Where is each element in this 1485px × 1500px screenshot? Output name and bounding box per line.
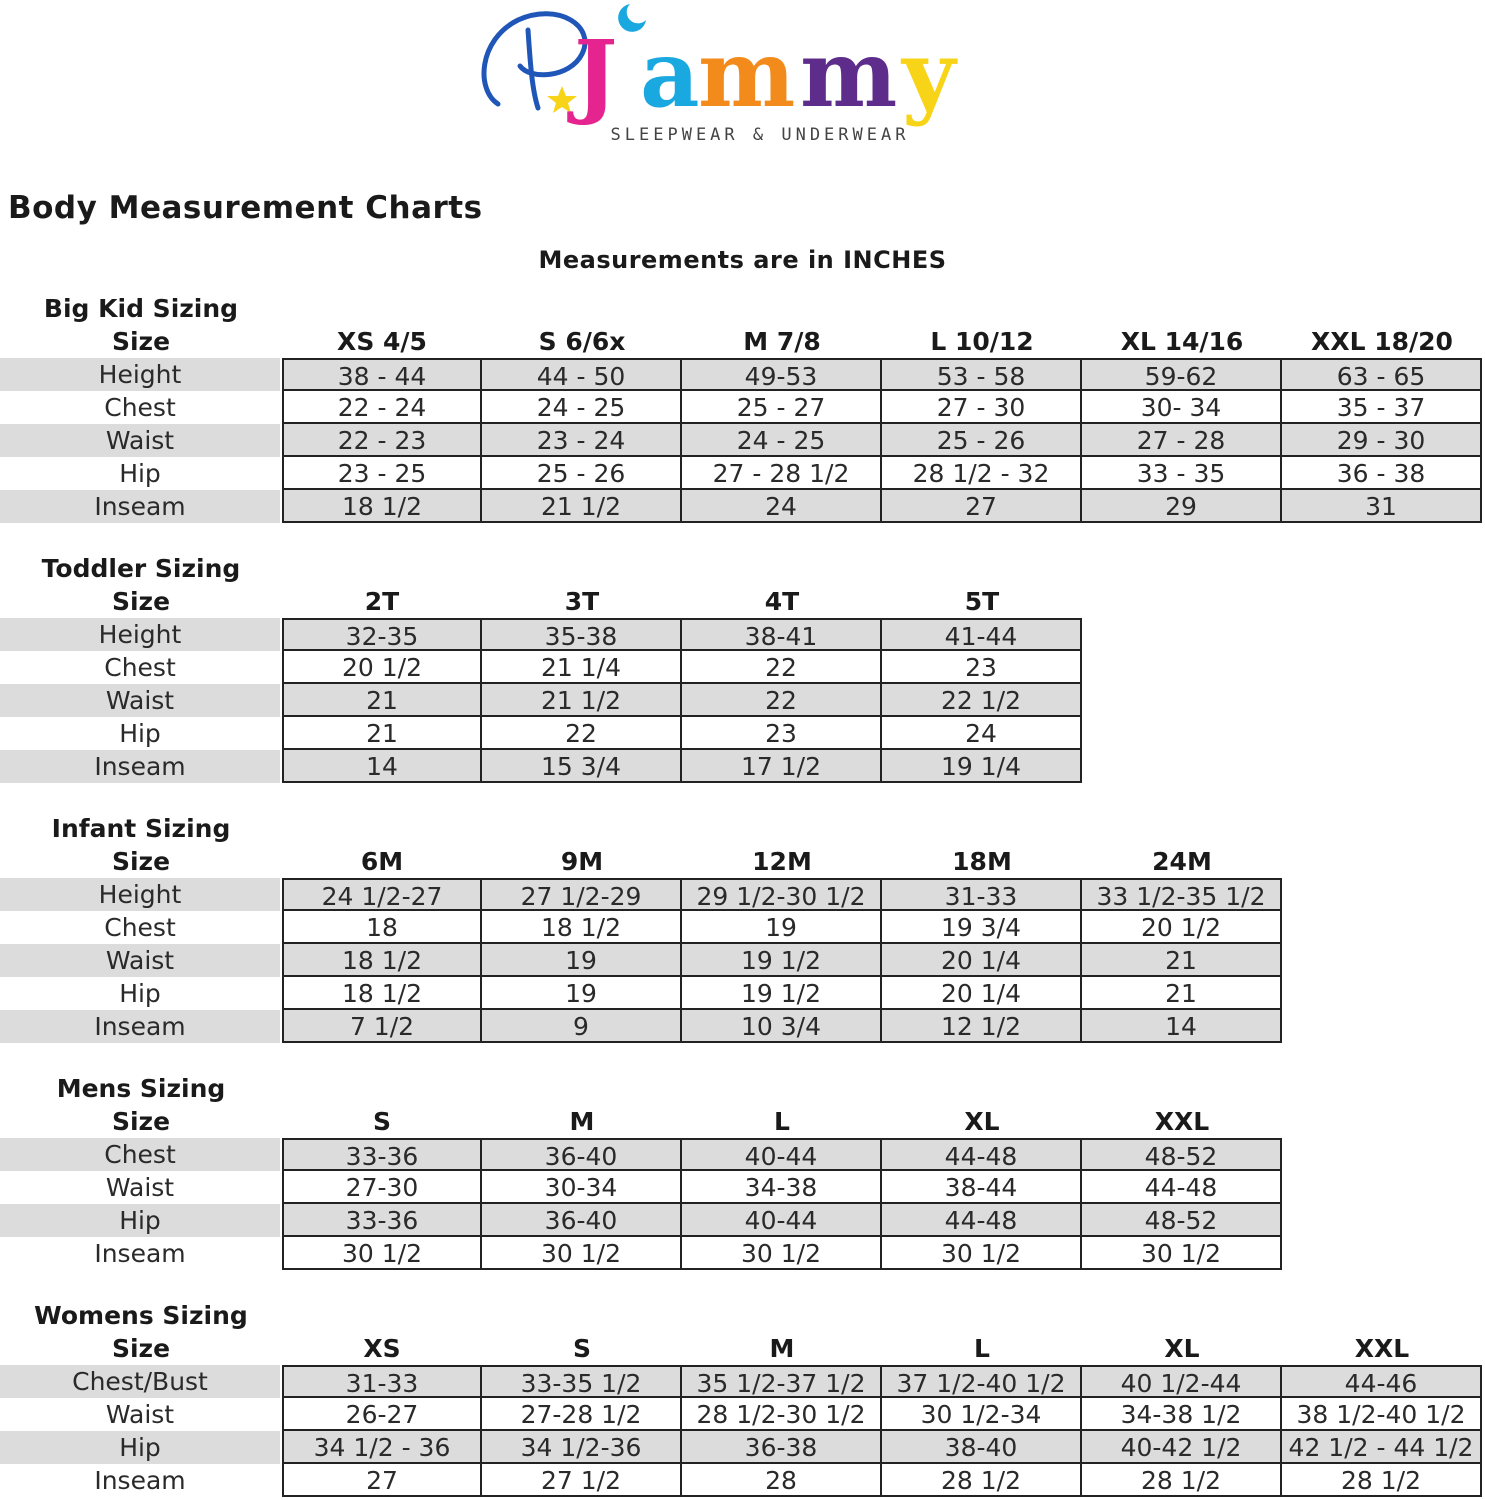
logo-letter-j: J [574, 20, 618, 128]
table-row [0, 651, 1082, 684]
section-title: Mens Sizing [56, 1074, 226, 1103]
table-cell: 44-48 [1082, 1171, 1282, 1204]
table-cell: 29 1/2-30 1/2 [682, 878, 882, 911]
table-cell: 33 - 35 [1082, 457, 1282, 490]
table-cell: 30 1/2 [282, 1237, 482, 1270]
table-cell: 33-36 [282, 1204, 482, 1237]
table-cell: 19 1/4 [882, 750, 1082, 783]
table-cell: 24 [882, 717, 1082, 750]
table-cell: 27 - 28 1/2 [682, 457, 882, 490]
row-label: Height [0, 618, 280, 651]
size-column-header: XXL [1154, 1107, 1210, 1136]
size-column-header: L 10/12 [930, 327, 1034, 356]
table-cell: 44-48 [882, 1138, 1082, 1171]
size-column-header: 18M [952, 847, 1012, 876]
table-row [0, 1138, 1282, 1171]
row-label: Waist [0, 944, 280, 977]
table-cell: 22 1/2 [882, 684, 1082, 717]
size-column-header: L [774, 1107, 790, 1136]
table-cell: 38 1/2-40 1/2 [1282, 1398, 1482, 1431]
size-column-header: 3T [564, 587, 600, 616]
row-label: Inseam [0, 750, 280, 783]
table-cell: 31 [1282, 490, 1482, 523]
table-cell: 36 - 38 [1282, 457, 1482, 490]
size-column-header: S [372, 1107, 391, 1136]
table-cell: 22 [682, 651, 882, 684]
size-column-header: 5T [964, 587, 1000, 616]
table-cell: 24 [682, 490, 882, 523]
table-cell: 37 1/2-40 1/2 [882, 1365, 1082, 1398]
size-label: Size [111, 587, 171, 616]
row-label: Chest [104, 913, 176, 942]
table-row [0, 618, 1082, 651]
size-label: Size [111, 847, 171, 876]
row-label: Height [0, 358, 280, 391]
table-cell: 21 [282, 717, 482, 750]
table-cell: 35-38 [482, 618, 682, 651]
size-column-header: 9M [560, 847, 604, 876]
table-cell: 38-40 [882, 1431, 1082, 1464]
table-cell: 26-27 [282, 1398, 482, 1431]
table-cell: 19 1/2 [682, 944, 882, 977]
table-cell: 31-33 [282, 1365, 482, 1398]
table-cell: 27 [282, 1464, 482, 1497]
row-label: Inseam [94, 1466, 186, 1495]
table-row [0, 1010, 1282, 1043]
row-label: Hip [0, 1431, 280, 1464]
table-cell: 33 1/2-35 1/2 [1082, 878, 1282, 911]
table-cell: 44 - 50 [482, 358, 682, 391]
row-label: Hip [119, 459, 161, 488]
table-cell: 20 1/4 [882, 944, 1082, 977]
row-label: Chest [104, 393, 176, 422]
section-title: Toddler Sizing [41, 554, 241, 583]
table-cell: 22 - 23 [282, 424, 482, 457]
table-cell: 19 [482, 944, 682, 977]
table-cell: 59-62 [1082, 358, 1282, 391]
table-row [0, 424, 1482, 457]
size-column-header: XL [1164, 1334, 1200, 1363]
logo-letter-a: a [640, 20, 700, 128]
table-cell: 25 - 26 [882, 424, 1082, 457]
table-cell: 24 - 25 [682, 424, 882, 457]
table-cell: 33-35 1/2 [482, 1365, 682, 1398]
table-cell: 33-36 [282, 1138, 482, 1171]
table-cell: 20 1/4 [882, 977, 1082, 1010]
size-label: Size [111, 1107, 171, 1136]
units-note: Measurements are in INCHES [538, 246, 947, 274]
table-cell: 20 1/2 [282, 651, 482, 684]
size-column-header: 24M [1152, 847, 1212, 876]
size-column-header: XS [363, 1334, 401, 1363]
header-row [0, 585, 1082, 618]
size-column-header: XS 4/5 [337, 327, 427, 356]
table-row [0, 1204, 1282, 1237]
table-row [0, 490, 1482, 523]
table-cell: 18 [282, 911, 482, 944]
table-cell: 22 - 24 [282, 391, 482, 424]
size-column-header: M [569, 1107, 595, 1136]
table-cell: 44-48 [882, 1204, 1082, 1237]
size-column-header: XXL 18/20 [1311, 327, 1453, 356]
table-cell: 23 [682, 717, 882, 750]
table-cell: 9 [482, 1010, 682, 1043]
section-title: Big Kid Sizing [43, 294, 239, 323]
row-label: Chest [104, 653, 176, 682]
page-title: Body Measurement Charts [8, 190, 483, 226]
table-cell: 27 1/2 [482, 1464, 682, 1497]
table-cell: 35 - 37 [1282, 391, 1482, 424]
table-cell: 53 - 58 [882, 358, 1082, 391]
table-cell: 19 [482, 977, 682, 1010]
table-cell: 41-44 [882, 618, 1082, 651]
table-row [0, 1171, 1282, 1204]
table-cell: 42 1/2 - 44 1/2 [1282, 1431, 1482, 1464]
table-cell: 48-52 [1082, 1204, 1282, 1237]
table-cell: 29 [1082, 490, 1282, 523]
table-cell: 34-38 1/2 [1082, 1398, 1282, 1431]
table-cell: 27 [882, 490, 1082, 523]
table-cell: 49-53 [682, 358, 882, 391]
table-cell: 18 1/2 [282, 977, 482, 1010]
row-label: Inseam [0, 1010, 280, 1043]
table-cell: 21 1/4 [482, 651, 682, 684]
table-cell: 28 [682, 1464, 882, 1497]
table-cell: 7 1/2 [282, 1010, 482, 1043]
table-cell: 36-40 [482, 1204, 682, 1237]
table-cell: 40-44 [682, 1204, 882, 1237]
table-row [0, 457, 1482, 490]
table-cell: 22 [482, 717, 682, 750]
table-cell: 34-38 [682, 1171, 882, 1204]
row-label: Hip [119, 979, 161, 1008]
size-column-header: M 7/8 [743, 327, 821, 356]
row-label: Chest/Bust [0, 1365, 280, 1398]
size-column-header: 2T [364, 587, 400, 616]
table-row [0, 358, 1482, 391]
table-cell: 48-52 [1082, 1138, 1282, 1171]
table-cell: 30 1/2 [882, 1237, 1082, 1270]
row-label: Waist [105, 1400, 175, 1429]
table-cell: 14 [1082, 1010, 1282, 1043]
table-cell: 20 1/2 [1082, 911, 1282, 944]
table-row [0, 911, 1282, 944]
table-cell: 28 1/2 [882, 1464, 1082, 1497]
table-row [0, 977, 1282, 1010]
table-row [0, 1431, 1482, 1464]
table-cell: 30 1/2-34 [882, 1398, 1082, 1431]
star-icon [547, 86, 577, 113]
section-title: Womens Sizing [34, 1301, 248, 1330]
table-row [0, 750, 1082, 783]
table-cell: 24 1/2-27 [282, 878, 482, 911]
size-column-header: S 6/6x [538, 327, 626, 356]
table-row [0, 1398, 1482, 1431]
table-cell: 34 1/2 - 36 [282, 1431, 482, 1464]
table-cell: 30 1/2 [682, 1237, 882, 1270]
size-column-header: L [974, 1334, 990, 1363]
table-cell: 18 1/2 [482, 911, 682, 944]
table-cell: 24 - 25 [482, 391, 682, 424]
table-cell: 25 - 26 [482, 457, 682, 490]
table-cell: 30 1/2 [482, 1237, 682, 1270]
table-cell: 14 [282, 750, 482, 783]
table-cell: 30-34 [482, 1171, 682, 1204]
pjammy-logo [470, 0, 1030, 160]
table-row [0, 944, 1282, 977]
row-label: Chest [0, 1138, 280, 1171]
table-cell: 28 1/2 [1282, 1464, 1482, 1497]
size-column-header: XL [964, 1107, 1000, 1136]
table-row [0, 1464, 1482, 1497]
table-cell: 36-40 [482, 1138, 682, 1171]
table-row [0, 391, 1482, 424]
size-column-header: 4T [764, 587, 800, 616]
table-cell: 23 - 25 [282, 457, 482, 490]
table-cell: 18 1/2 [282, 944, 482, 977]
table-cell: 30 1/2 [1082, 1237, 1282, 1270]
table-cell: 40-42 1/2 [1082, 1431, 1282, 1464]
size-label: Size [111, 327, 171, 356]
table-row [0, 1237, 1282, 1270]
table-cell: 31-33 [882, 878, 1082, 911]
table-cell: 27-30 [282, 1171, 482, 1204]
row-label: Inseam [94, 1239, 186, 1268]
table-cell: 35 1/2-37 1/2 [682, 1365, 882, 1398]
table-cell: 38-41 [682, 618, 882, 651]
table-row [0, 684, 1082, 717]
size-column-header: S [572, 1334, 591, 1363]
table-cell: 27 - 30 [882, 391, 1082, 424]
table-cell: 23 [882, 651, 1082, 684]
table-cell: 44-46 [1282, 1365, 1482, 1398]
table-row [0, 1365, 1482, 1398]
table-cell: 40-44 [682, 1138, 882, 1171]
section-title: Infant Sizing [51, 814, 231, 843]
table-cell: 28 1/2-30 1/2 [682, 1398, 882, 1431]
row-label: Hip [119, 719, 161, 748]
table-cell: 34 1/2-36 [482, 1431, 682, 1464]
table-row [0, 717, 1082, 750]
table-cell: 10 3/4 [682, 1010, 882, 1043]
row-label: Height [0, 878, 280, 911]
table-cell: 19 1/2 [682, 977, 882, 1010]
row-label: Waist [0, 424, 280, 457]
size-column-header: M [769, 1334, 795, 1363]
table-cell: 21 1/2 [482, 684, 682, 717]
row-label: Hip [0, 1204, 280, 1237]
table-cell: 15 3/4 [482, 750, 682, 783]
logo-tagline: SLEEPWEAR & UNDERWEAR [610, 125, 910, 145]
logo-p-stem [528, 30, 538, 108]
table-cell: 29 - 30 [1282, 424, 1482, 457]
table-cell: 27 1/2-29 [482, 878, 682, 911]
logo-letter-m1: m [698, 20, 796, 128]
header-row [0, 325, 1482, 358]
header-row [0, 1332, 1482, 1365]
table-cell: 23 - 24 [482, 424, 682, 457]
size-label: Size [111, 1334, 171, 1363]
table-cell: 21 [1082, 944, 1282, 977]
row-label: Inseam [0, 490, 280, 523]
table-cell: 28 1/2 - 32 [882, 457, 1082, 490]
table-row [0, 878, 1282, 911]
table-cell: 38 - 44 [282, 358, 482, 391]
table-cell: 38-44 [882, 1171, 1082, 1204]
table-cell: 32-35 [282, 618, 482, 651]
table-cell: 27 - 28 [1082, 424, 1282, 457]
table-cell: 30- 34 [1082, 391, 1282, 424]
table-cell: 36-38 [682, 1431, 882, 1464]
size-column-header: 6M [360, 847, 404, 876]
table-cell: 21 [1082, 977, 1282, 1010]
table-cell: 19 3/4 [882, 911, 1082, 944]
table-cell: 17 1/2 [682, 750, 882, 783]
table-cell: 18 1/2 [282, 490, 482, 523]
table-cell: 19 [682, 911, 882, 944]
table-cell: 25 - 27 [682, 391, 882, 424]
table-cell: 12 1/2 [882, 1010, 1082, 1043]
logo-letter-y: y [902, 20, 956, 128]
table-cell: 40 1/2-44 [1082, 1365, 1282, 1398]
header-row [0, 1105, 1282, 1138]
table-cell: 21 [282, 684, 482, 717]
table-cell: 28 1/2 [1082, 1464, 1282, 1497]
size-column-header: XXL [1354, 1334, 1410, 1363]
table-cell: 21 1/2 [482, 490, 682, 523]
table-cell: 27-28 1/2 [482, 1398, 682, 1431]
row-label: Waist [105, 1173, 175, 1202]
size-column-header: XL 14/16 [1120, 327, 1244, 356]
size-column-header: 12M [752, 847, 812, 876]
row-label: Waist [0, 684, 280, 717]
header-row [0, 845, 1282, 878]
logo-letter-m2: m [800, 20, 898, 128]
table-cell: 63 - 65 [1282, 358, 1482, 391]
table-cell: 22 [682, 684, 882, 717]
